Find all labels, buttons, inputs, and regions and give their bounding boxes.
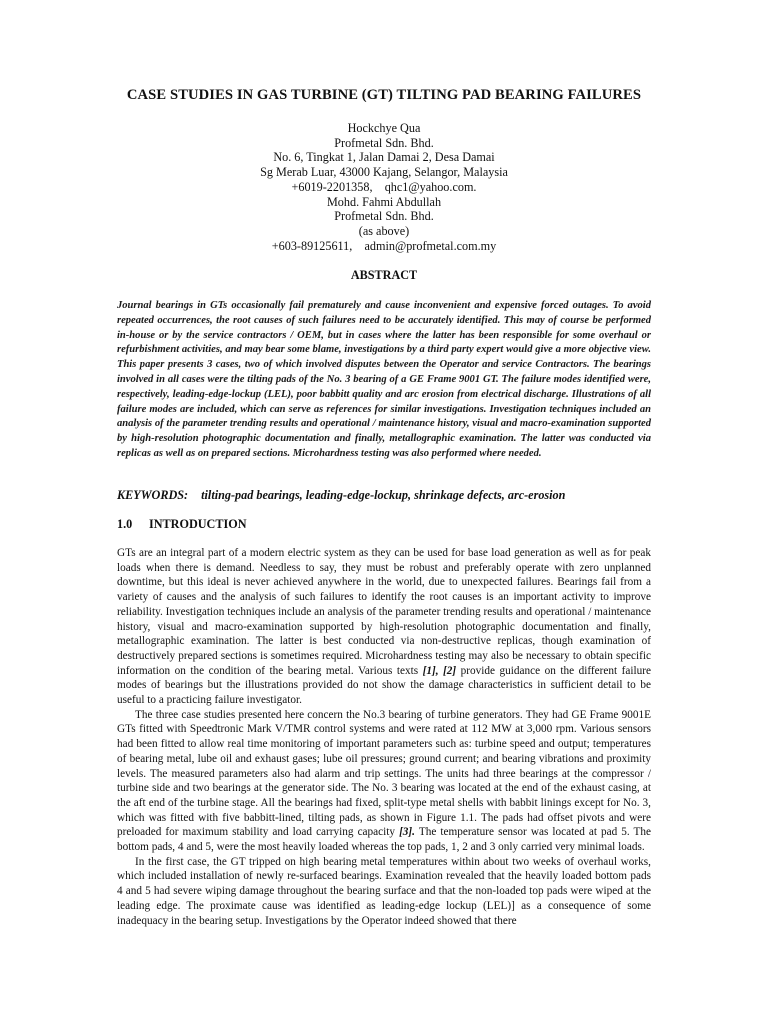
paragraph-text: provide guidance on the different failure modes of bearings but the illustrations provided do not show the damage characteristics in sufficient detail to be useful to a practicing failure investigator. xyxy=(117,664,651,707)
author-contact: +6019-2201358, qhc1@yahoo.com. xyxy=(291,179,477,194)
paragraph-text: The three case studies presented here concern the No.3 bearing of turbine generators. They had GE Frame 9001E GTs fitted with Speedtronic Mark V/TMR control systems and were rated at 112 MW at 3,000 rpm. Various sensors had been fitted to allow real time monitoring of important parameters such as: turbine speed and output; temperatures of bearing metal, lube oil and exhaust gases; lube oil pressures; ground current; and bearing vibrations and proximity levels. The measured parameters also had alarm and trip settings. The units had three bearings at the compressor / turbine side and two bearings at the generator side. The No. 3 bearing was located at the end of the exhaust casing, at the aft end of the turbine stage. All the bearings had fixed, split-type metal shells with babbit linings except for No. 3, which was fitted with five babbitt-lined, tilting pads, as shown in Figure 1.1. The pads had offset pivots and were preloaded for maximum stability and load carrying capacity xyxy=(117,708,651,839)
paragraph-text: GTs are an integral part of a modern electric system as they can be used for base load generation as well as for peak loads when there is demand. Needless to say, they must be robust and preferably operate with zero unplanned downtime, but this ideal is never achieved anywhere in the world, due to unexpected failures. Bearings fail from a variety of causes and the analysis of such failures to identify the root causes is an important activity to improve reliability. Investigation techniques include an analysis of the parameter trending results and operational / maintenance history, visual and macro-examination supported by high-resolution photographic documentation and finally, metallographic examination. The latter is best conducted via non-destructive replicas, though examination of destructively prepared sections is sometimes required. Microhardness testing may also be necessary to obtain specific information on the condition of the bearing metal. Various texts xyxy=(117,547,651,677)
author-name: Hockchye Qua xyxy=(347,121,421,135)
citation: [3]. xyxy=(399,826,415,839)
author-address-line: (as above) xyxy=(358,223,410,238)
author-address-line: Sg Merab Luar, 43000 Kajang, Selangor, Malaysia xyxy=(260,165,508,180)
paragraph xyxy=(117,708,651,855)
section-heading xyxy=(117,517,651,532)
section-number: 1.0 xyxy=(117,517,133,531)
abstract-heading: ABSTRACT xyxy=(350,268,418,282)
keywords-line xyxy=(117,488,651,503)
author-affiliation: Profmetal Sdn. Bhd. xyxy=(334,209,434,224)
author-contact: +603-89125611, admin@profmetal.com.my xyxy=(271,238,497,253)
paper-title: CASE STUDIES IN GAS TURBINE (GT) TILTING PAD BEARING FAILURES xyxy=(126,87,642,103)
keywords-label: KEYWORDS: xyxy=(117,488,189,502)
author-name: Mohd. Fahmi Abdullah xyxy=(326,194,442,209)
paragraph-text: The temperature sensor was located at pad 5. The bottom pads, 4 and 5, were the most heavily loaded whereas the top pads, 1, 2 and 3 only carried very minimal loads. xyxy=(117,826,651,854)
citation: [1], [2] xyxy=(422,664,457,677)
section-title: INTRODUCTION xyxy=(149,517,247,531)
keywords-text: tilting-pad bearings, leading-edge-lockup, shrinkage defects, arc-erosion xyxy=(201,488,566,502)
paragraph xyxy=(117,546,651,708)
author-affiliation: Profmetal Sdn. Bhd. xyxy=(334,135,434,150)
author-address-line: No. 6, Tingkat 1, Jalan Damai 2, Desa Damai xyxy=(273,150,495,165)
paragraph: In the first case, the GT tripped on high bearing metal temperatures within about two weeks of overhaul works, which included installation of newly re-surfaced bearings. Examination revealed that the heavily loaded bottom pads 4 and 5 had severe wiping damage throughout the bearing surface and that the non-loaded top pads were wiped at the leading edge. The proximate cause was identified as leading-edge lockup (LEL)] as a consequence of some inadequacy in the bearing setup. Investigations by the Operator indeed showed that there xyxy=(117,855,651,927)
author-block xyxy=(0,121,768,253)
introduction-body xyxy=(117,546,651,928)
abstract-text: Journal bearings in GTs occasionally fail prematurely and cause inconvenient and expensive forced outages. To avoid repeated occurrences, the root causes of such failures need to be accurately identified. This may of course be performed in-house or by the service contractors / OEM, but in cases where the latter has been responsible for some overhaul or refurbishment activities, and may bear some blame, investigations by a third party expert would give a more objective view. This paper presents 3 cases, two of which involved disputes between the Operator and service Contractors. The bearings involved in all cases were the tilting pads of the No. 3 bearing of a GE Frame 9001 GT. The failure modes identified were, respectively, leading-edge-lockup (LEL), poor babbitt quality and arc erosion from electrical discharge. Illustrations of all failure modes are included, which can serve as references for similar investigations. Investigation techniques included an analysis of the parameter trending results and operational / maintenance history, visual and macro-examination supported by high-resolution photographic documentation and finally, metallographic examination. The latter was conducted via replicas as well as on prepared sections. Microhardness testing was also performed where needed. xyxy=(117,300,651,459)
